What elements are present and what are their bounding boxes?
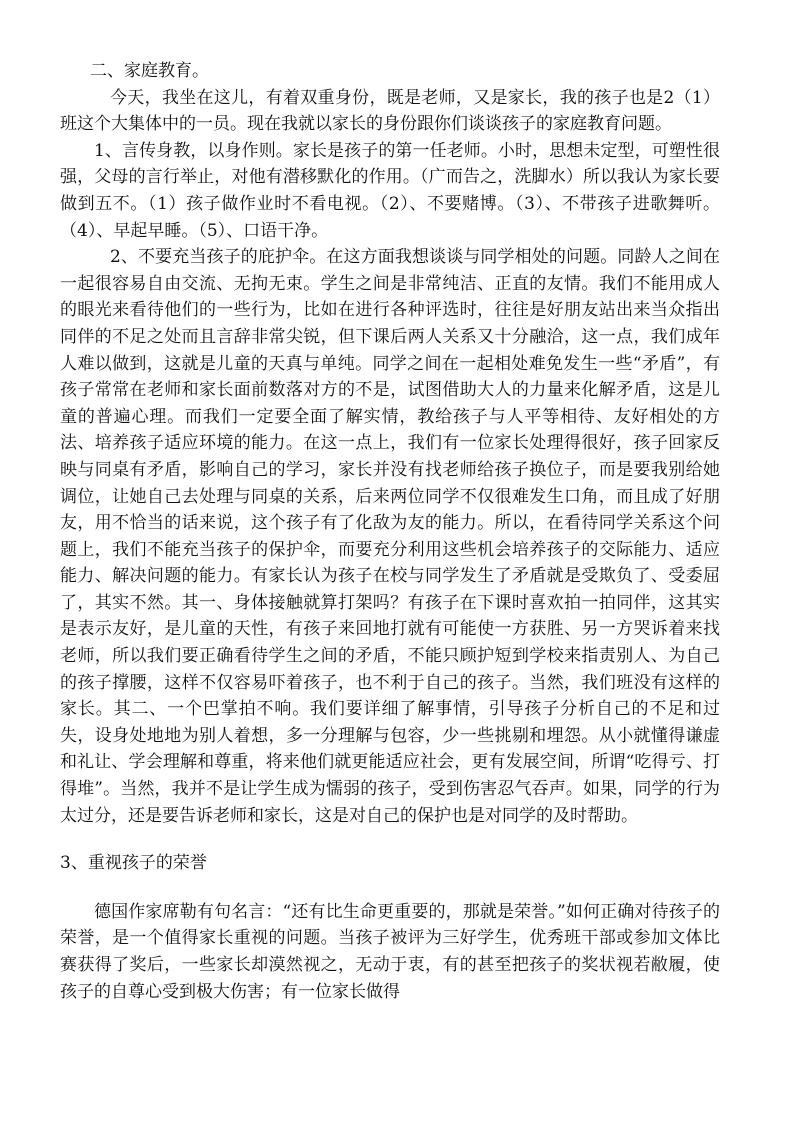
section-heading-3: 3、重视孩子的荣誉 bbox=[60, 853, 207, 874]
section-heading-2: 二、家庭教育。 bbox=[90, 61, 209, 81]
point-2-paragraph: 2、不要充当孩子的庇护伞。在这方面我想谈谈与同学相处的问题。同龄人之间在一起很容易自由交流、无拘无束。学生之间是非常纯洁、正直的友情。我们不能用成人的眼光来看待他们的一些行为，比如在进行各种评选时，往往是好朋友站出来当众指出同伴的不足之处而且言辞非常尖锐，但下课后两人关系又十分融洽，这一点，我们成年人难以做到，这就是儿童的天真与单纯。同学之间在一起相处难免发生一些“矛盾”，有孩子常常在老师和家长面前数落对方的不是，试图借助大人的力量来化解矛盾，这是儿童的普遍心理。而我们一定要全面了解实情，教给孩子与人平等相待、友好相处的方法、培养孩子适应环境的能力。在这一点上，我们有一位家长处理得很好，孩子回家反映与同桌有矛盾，影响自己的学习，家长并没有找老师给孩子换位子，而是要我别给她调位，让她自己去处理与同桌的关系，后来两位同学不仅很难发生口角，而且成了好朋友，用不恰当的话来说，这个孩子有了化敌为友的能力。所以，在看待同学关系这个问题上，我们不能充当孩子的保护伞，而要充分利用这些机会培养孩子的交际能力、适应能力、解决问题的能力。有家长认为孩子在校与同学发生了矛盾就是受欺负了、受委屈了，其实不然。其一、身体接触就算打架吗？有孩子在下课时喜欢拍一拍同伴，这其实是表示友好，是儿童的天性，有孩子来回地打就有可能使一方获胜、另一方哭诉着来找老师，所以我们要正确看待学生之间的矛盾，不能只顾护短到学校来指责别人、为自己的孩子撑腰，这样不仅容易吓着孩子，也不利于自己的孩子。当然，我们班没有这样的家长。其二、一个巴掌拍不响。我们要详细了解事情，引导孩子分析自己的不足和过失，设身处地地为别人着想，多一分理解与包容，少一些挑剔和埋怨。从小就懂得谦虚和礼让、学会理解和尊重，将来他们就更能适应社会，更有发展空间，所谓“吃得亏、打得堆”。当然，我并不是让学生成为懦弱的孩子，受到伤害忍气吞声。如果，同学的行为太过分，还是要告诉老师和家长，这是对自己的保护也是对同学的及时帮助。 bbox=[60, 247, 720, 826]
intro-paragraph: 今天，我坐在这儿，有着双重身份，既是老师，又是家长，我的孩子也是2（1）班这个大集体中的一员。现在我就以家长的身份跟你们谈谈孩子的家庭教育问题。 bbox=[60, 87, 720, 135]
document-page bbox=[60, 58, 720, 1005]
point-3-paragraph: 德国作家席勒有句名言：“还有比生命更重要的，那就是荣誉。”如何正确对待孩子的荣誉，是一个值得家长重视的问题。当孩子被评为三好学生，优秀班干部或参加文体比赛获得了奖后，一些家长却漠然视之，无动于衷，有的甚至把孩子的奖状视若敝履，使孩子的自尊心受到极大伤害；有一位家长做得 bbox=[60, 901, 720, 1002]
point-1-paragraph: 1、言传身教，以身作则。家长是孩子的第一任老师。小时，思想未定型，可塑性很强，父母的言行举止，对他有潜移默化的作用。（广而告之，洗脚水）所以我认为家长要做到五不。（1）孩子做作业时不看电视。（2）、不要赌博。（3）、不带孩子进歌舞听。（4）、早起早睡。（5）、口语干净。 bbox=[60, 140, 720, 241]
